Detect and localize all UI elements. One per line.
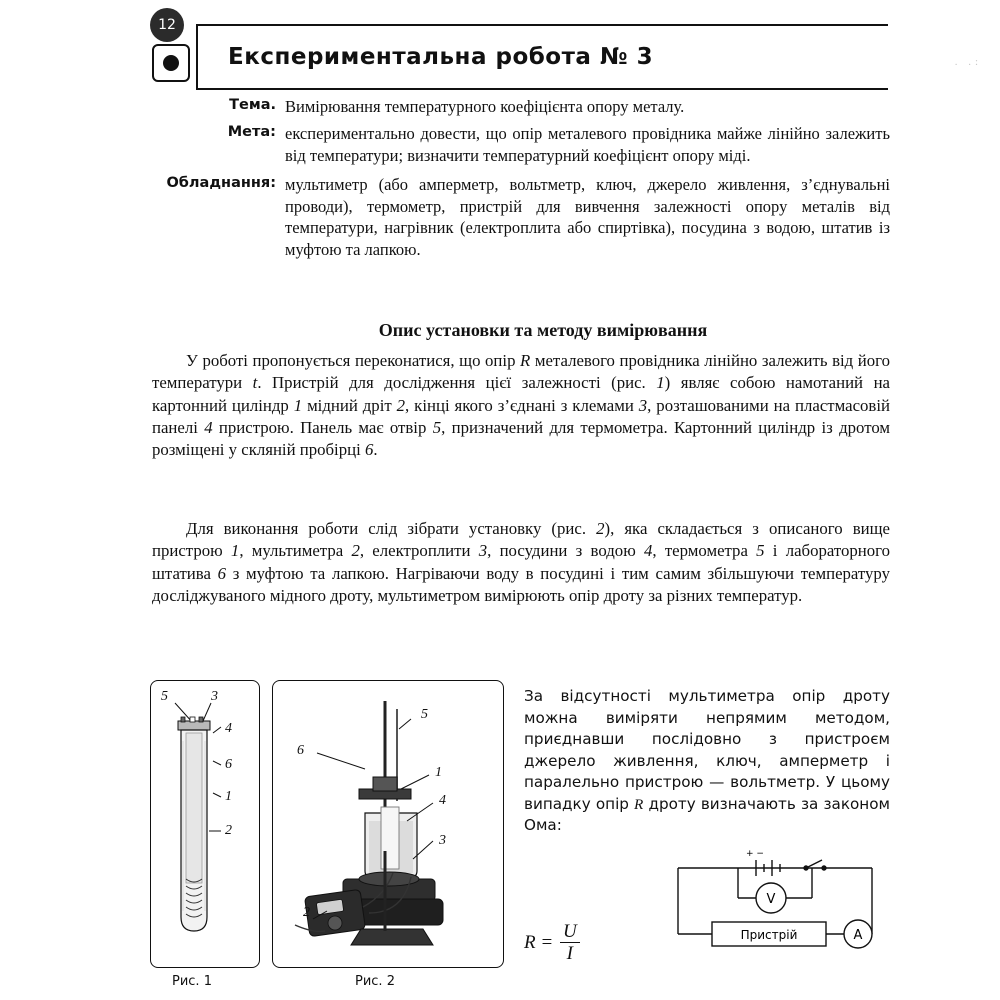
info-row xyxy=(150,174,890,260)
info-value: експериментально довести, що опір металевого провідника майже лінійно залежить від температури; визначити температурний коефіцієнт опору міді. xyxy=(285,124,890,165)
paragraph-description: У роботі пропонується переконатися, що опір R металевого провідника лінійно залежить від його температури t. Пристрій для дослідження цієї залежності (рис. 1) являє собою намотаний на картонний циліндр 1 мідний дріт 2, кінці якого з’єднані з клемами 3, розташованими на пластмасовій панелі 4 пристрою. Панель має отвір 5, призначений для термометра. Картонний циліндр із дротом розміщені у скляній пробірці 6. xyxy=(152,351,891,460)
figure-1-label-4: 4 xyxy=(225,721,232,736)
info-row xyxy=(150,123,890,166)
info-label: Обладнання: xyxy=(166,175,276,192)
figure-1-label-1: 1 xyxy=(225,789,232,804)
page-title: Експериментальна робота № 3 xyxy=(228,44,654,70)
figure-1-label-5: 5 xyxy=(161,689,168,704)
header-rule-left xyxy=(196,24,198,90)
formula-numerator: U xyxy=(560,922,580,943)
info-label: Мета: xyxy=(227,124,276,141)
decorative-mark: . .: xyxy=(954,56,982,68)
voltmeter-label: V xyxy=(766,892,776,907)
info-block xyxy=(150,96,890,262)
formula-fraction xyxy=(560,922,580,965)
figure-2-drawing xyxy=(273,681,501,965)
figure-1-drawing xyxy=(151,681,257,965)
device-label: Пристрій xyxy=(740,928,798,942)
figure-2-label-6: 6 xyxy=(297,743,304,758)
info-value: Вимірювання температурного коефіцієнта опору металу. xyxy=(285,97,685,116)
ohm-law-formula xyxy=(524,922,582,965)
filled-circle-icon xyxy=(152,44,190,82)
figure-1-label-3: 3 xyxy=(211,689,218,704)
formula-equals: = xyxy=(540,931,554,953)
side-note-text: За відсутності мультиметра опір дроту можна виміряти непрямим методом, приєднавши послідовно з пристроєм джерело живлення, ключ, амперметр і паралельно пристрою — вольтметр. У цьому випадку опір R дроту визначають за законом Ома: xyxy=(524,687,890,835)
info-label: Тема. xyxy=(229,97,276,113)
circuit-diagram xyxy=(660,842,890,960)
info-row xyxy=(150,96,890,117)
figure-1-caption: Рис. 1 xyxy=(172,974,212,989)
figure-2-caption: Рис. 2 xyxy=(355,974,395,989)
page-number: 12 xyxy=(150,8,184,42)
battery-plus-minus: + − xyxy=(746,849,764,859)
figure-2-label-3: 3 xyxy=(439,833,446,848)
figure-2-label-5: 5 xyxy=(421,707,428,722)
info-value: мультиметр (або амперметр, вольтметр, ключ, джерело живлення, з’єднувальні проводи), термометр, пристрій для вивчення залежності опору металів від температури, нагрівник (електроплита або спиртівка), посудина з водою, штатив із муфтою та лапкою. xyxy=(285,175,890,259)
figure-1-label-6: 6 xyxy=(225,757,232,772)
figure-1 xyxy=(150,680,260,968)
ammeter-label: A xyxy=(853,928,863,943)
formula-denominator: I xyxy=(566,942,573,964)
figure-2 xyxy=(272,680,504,968)
formula-R: R xyxy=(524,931,536,953)
figure-2-label-1: 1 xyxy=(435,765,442,780)
header-rule-bottom xyxy=(196,88,888,90)
figure-2-label-4: 4 xyxy=(439,793,446,808)
paragraph-procedure: Для виконання роботи слід зібрати установку (рис. 2), яка складається з описаного вище пристрою 1, мультиметра 2, електроплити 3, посудини з водою 4, термометра 5 і лабораторного штатива 6 з муфтою та лапкою. Нагріваючи воду в посудині і тим самим збільшуючи температуру досліджуваного мідного дроту, мультиметром вимірюють опір дроту за різних температур. xyxy=(152,519,890,605)
figure-2-label-2: 2 xyxy=(303,905,310,920)
header-rule-top xyxy=(196,24,888,26)
section-title: Опис установки та методу вимірювання xyxy=(378,320,708,340)
figure-1-label-2: 2 xyxy=(225,823,232,838)
